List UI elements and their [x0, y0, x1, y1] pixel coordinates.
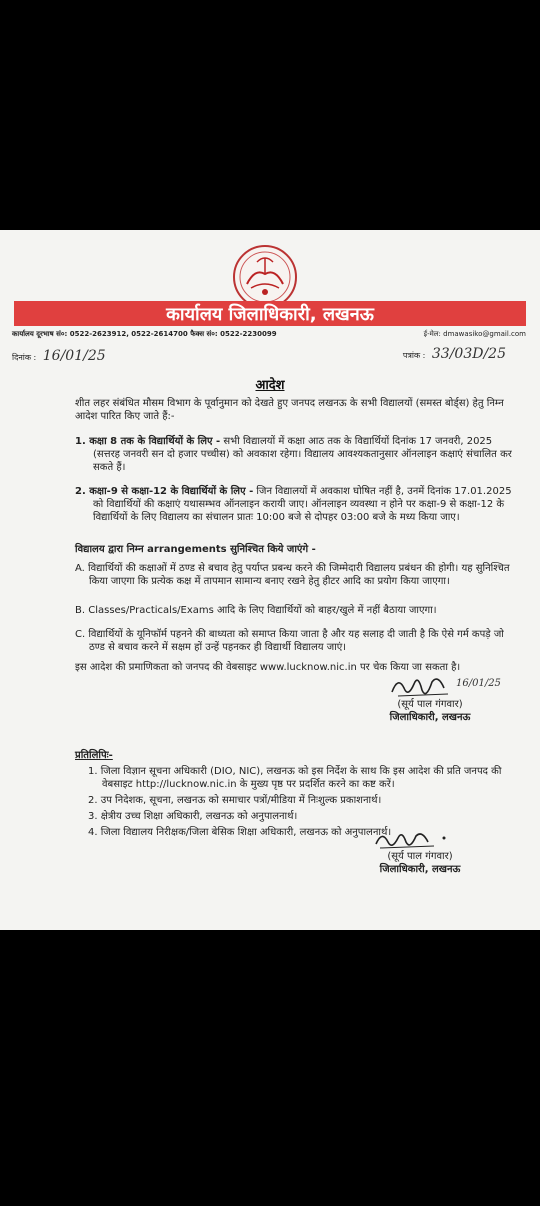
- copy-item-2-text: 2. उप निदेशक, सूचना, लखनऊ को समाचार पत्रों/मीडिया में निःशुल्क प्रकाशनार्थ।: [88, 795, 382, 806]
- office-phone-fax: कार्यालय दूरभाष सं०: 0522-2623912, 0522-2614700 फैक्स सं०: 0522-2230099: [12, 330, 277, 338]
- signature-block-1: [365, 698, 495, 724]
- order-item-2-heading: 2. कक्षा-9 से कक्षा-12 के विद्यार्थियों के लिए -: [75, 486, 254, 497]
- order-item-1-heading: 1. कक्षा 8 तक के विद्यार्थियों के लिए -: [75, 436, 221, 447]
- signatory-name: (सूर्य पाल गंगवार): [397, 699, 463, 710]
- letter-number-value: 33/03D/25: [431, 346, 506, 362]
- date-block: [12, 348, 106, 364]
- date-label: दिनांक :: [12, 353, 37, 362]
- order-title: आदेश: [255, 378, 285, 393]
- office-title-banner: [14, 301, 526, 326]
- arrangement-b-text: B. Classes/Practicals/Exams आदि के लिए विद्यार्थियों को बाहर/खुले में नहीं बैठाया जाएगा।: [75, 605, 437, 616]
- office-email: ई-मेल: dmawasiko@gmail.com: [423, 330, 526, 338]
- arrangement-a-text: A. विद्यार्थियों की कक्षाओं में ठण्ड से बचाव हेतु पर्याप्त प्रबन्ध करने की जिम्मेदारी विद्यालय प्रबंधन की होगी। यह सुनिश्चित किया जाएगा कि प्रत्येक कक्ष में तापमान सामान्य बनाए रखने हेतु हीटर आदि का प्रयोग किया जाएगा।: [75, 563, 510, 587]
- order-item-1: [75, 435, 515, 474]
- copy-title: प्रतिलिपिः-: [75, 750, 113, 761]
- copy-item-3: [88, 810, 508, 823]
- copy-item-1: [88, 765, 508, 791]
- signatory-designation-2: जिलाधिकारी, लखनऊ: [379, 864, 461, 875]
- order-item-2-text: जिन विद्यालयों में अवकाश घोषित नहीं है, उनमें दिनांक 17.01.2025 को विद्यार्थियों की कक्षाएं यथासम्भव ऑनलाइन करायी जाए। ऑनलाइन व्यवस्था न होने पर कक्षा-9 से कक्षा-12 के विद्यार्थियों के लिए विद्यालय का संचालन प्रातः 10:00 बजे से दोपहर 03:00 बजे के मध्य किया जाए।: [93, 486, 512, 523]
- contact-line: [12, 330, 526, 342]
- signatory-designation: जिलाधिकारी, लखनऊ: [389, 712, 471, 723]
- letter-number-block: [403, 346, 506, 362]
- copy-item-2: [88, 794, 508, 807]
- arrangement-b: [75, 604, 515, 617]
- signature-block-2: [355, 850, 485, 876]
- copy-item-3-text: 3. क्षेत्रीय उच्च शिक्षा अधिकारी, लखनऊ को अनुपालनार्थ।: [88, 811, 298, 822]
- order-intro: शीत लहर संबंधित मौसम विभाग के पूर्वानुमान को देखते हुए जनपद लखनऊ के सभी विद्यालयों (समस्त बोर्ड्स) हेतु निम्न आदेश पारित किए जाते हैं:-: [75, 398, 504, 422]
- arrangement-c: [75, 628, 515, 654]
- signature-date: 16/01/25: [456, 678, 501, 689]
- copy-item-1-text: 1. जिला विज्ञान सूचना अधिकारी (DIO, NIC), लखनऊ को इस निर्देश के साथ कि इस आदेश की प्रति जनपद की वेबसाइट http://lucknow.nic.in के मुख्य पृष्ठ पर प्रदर्शित करने का कष्ट करें।: [88, 766, 502, 790]
- arrangement-a: [75, 562, 515, 588]
- order-item-2: [75, 485, 515, 524]
- document-page: [0, 230, 540, 930]
- date-line: [12, 344, 526, 364]
- signatory-name-2: (सूर्य पाल गंगवार): [387, 851, 453, 862]
- office-title: कार्यालय जिलाधिकारी, लखनऊ: [166, 303, 374, 325]
- letter-label: पत्रांक :: [402, 351, 426, 360]
- verification-note: इस आदेश की प्रमाणिकता को जनपद की वेबसाइट www.lucknow.nic.in पर चेक किया जा सकता है।: [75, 662, 461, 673]
- order-item-1-text: सभी विद्यालयों में कक्षा आठ तक के विद्यार्थियों दिनांक 17 जनवरी, 2025 (सत्तरह जनवरी सन दो हजार पच्चीस) को अवकाश रहेगा। विद्यालय आवश्यकतानुसार ऑनलाइन कक्षाएं संचालित कर सकते हैं।: [93, 436, 512, 473]
- arrangement-c-text: C. विद्यार्थियों के यूनिफॉर्म पहनने की बाध्यता को समाप्त किया जाता है और यह सलाह दी जाती है कि ऐसे गर्म कपड़े जो ठण्ड से बचाव करने में सक्षम हों उन्हें पहनकर ही विद्यार्थी विद्यालय जाएं।: [75, 629, 504, 653]
- copy-item-4-text: 4. जिला विद्यालय निरीक्षक/जिला बेसिक शिक्षा अधिकारी, लखनऊ को अनुपालनार्थ।: [88, 827, 392, 838]
- date-value: 16/01/25: [42, 348, 106, 364]
- arrangements-title: विद्यालय द्वारा निम्न arrangements सुनिश्चित किये जाएंगे -: [75, 544, 316, 555]
